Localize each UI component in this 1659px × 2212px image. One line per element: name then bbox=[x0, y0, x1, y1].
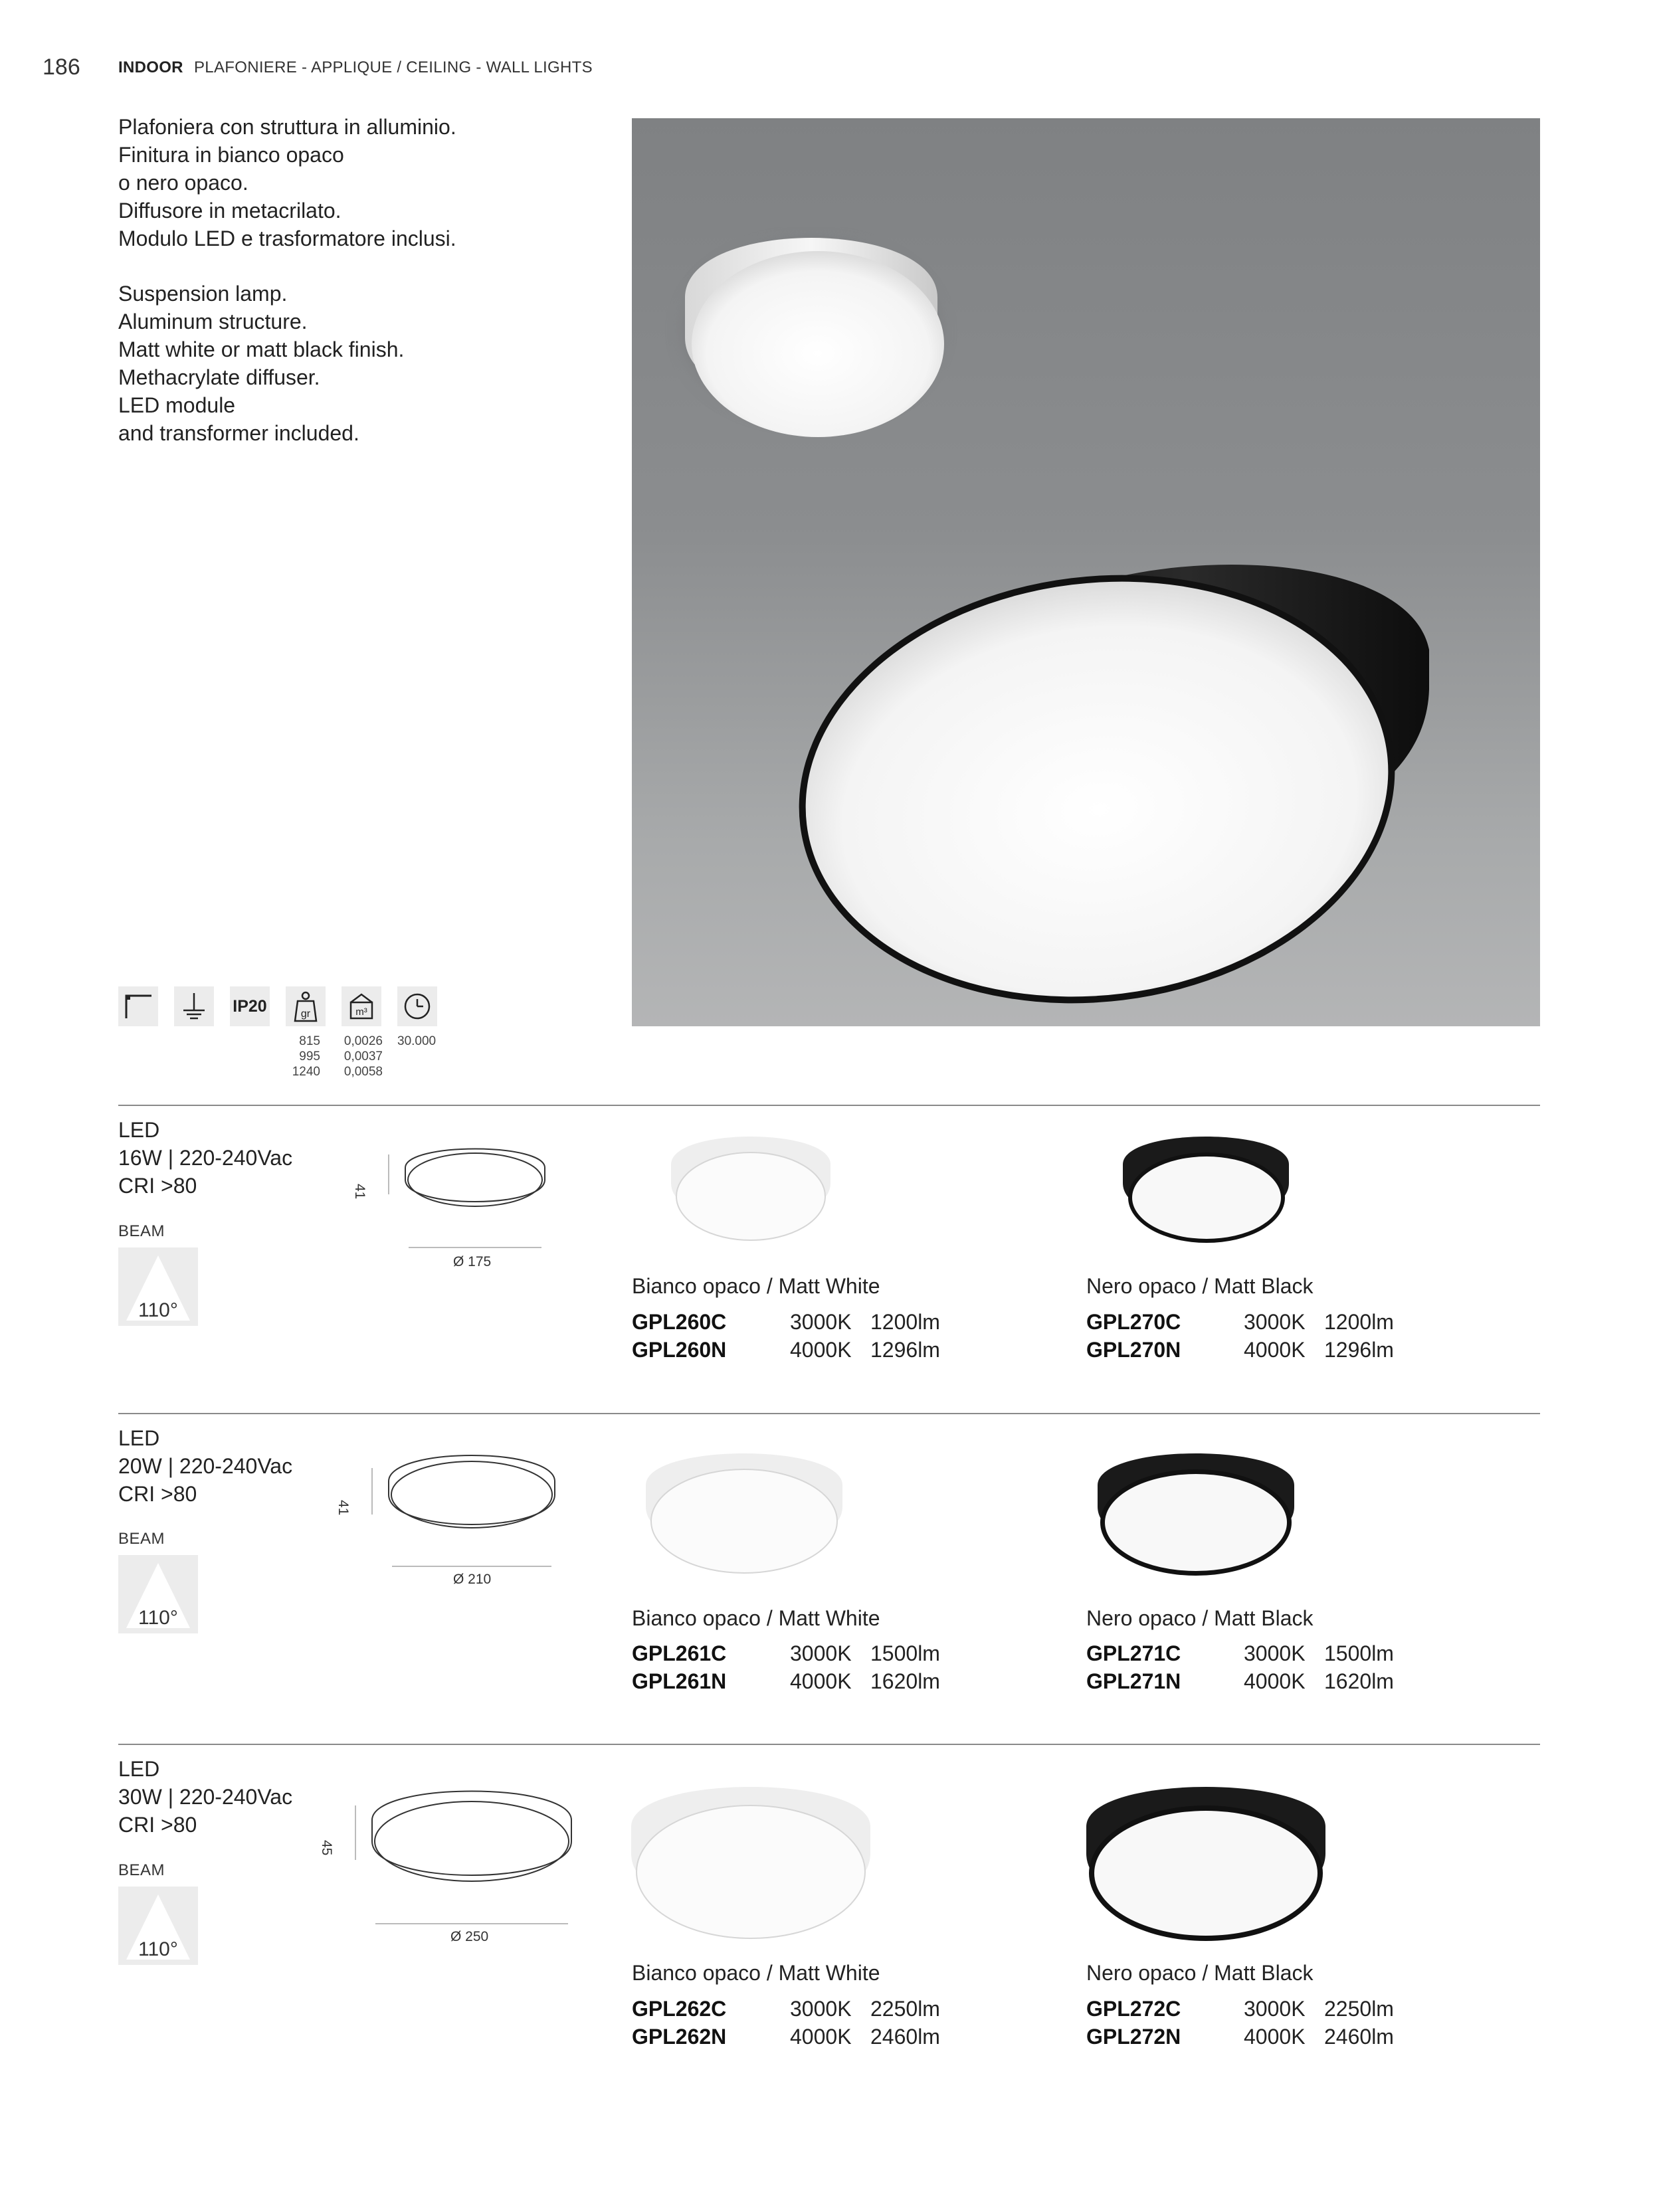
product-code: GPL262N bbox=[632, 2025, 727, 2049]
color-temperature: 3000K bbox=[1244, 1641, 1306, 1665]
black-variant-title: Nero opaco / Matt Black bbox=[1086, 1961, 1314, 1985]
section-divider bbox=[118, 1744, 1540, 1745]
description-line: Finitura in bianco opaco bbox=[118, 143, 344, 167]
product-code: GPL270C bbox=[1086, 1310, 1181, 1334]
luminous-flux: 2460lm bbox=[1324, 2025, 1394, 2049]
spec-power: 30W | 220-240Vac bbox=[118, 1785, 293, 1809]
white-variant-title: Bianco opaco / Matt White bbox=[632, 1274, 880, 1298]
beam-label: BEAM bbox=[118, 1530, 165, 1548]
color-temperature: 4000K bbox=[1244, 1669, 1306, 1693]
spec-power: 20W | 220-240Vac bbox=[118, 1454, 293, 1478]
description-line: Aluminum structure. bbox=[118, 310, 308, 333]
luminous-flux: 1620lm bbox=[1324, 1669, 1394, 1693]
product-code: GPL261N bbox=[632, 1669, 727, 1693]
section-spec bbox=[118, 1116, 292, 1200]
luminous-flux: 2460lm bbox=[870, 2025, 940, 2049]
section-spec bbox=[118, 1424, 292, 1508]
description-line: Matt white or matt black finish. bbox=[118, 337, 405, 361]
diameter-dimension: Ø 210 bbox=[453, 1572, 492, 1587]
beam-diagram bbox=[118, 1247, 198, 1326]
ip-rating-label: IP20 bbox=[233, 996, 267, 1016]
product-code: GPL270N bbox=[1086, 1338, 1181, 1362]
dimension-drawing bbox=[319, 1787, 581, 1953]
black-lamp-thumbnail bbox=[1090, 1448, 1302, 1581]
spec-cri: CRI >80 bbox=[118, 1482, 197, 1506]
white-lamp-thumbnail bbox=[625, 1780, 877, 1946]
description-italian bbox=[118, 113, 583, 252]
height-dimension: 41 bbox=[352, 1184, 367, 1200]
black-lamp-thumbnail bbox=[1116, 1133, 1302, 1245]
beam-label: BEAM bbox=[118, 1222, 165, 1240]
spec-type: LED bbox=[118, 1118, 160, 1142]
description-line: o nero opaco. bbox=[118, 171, 248, 195]
spec-type: LED bbox=[118, 1426, 160, 1450]
volume-unit-label: m³ bbox=[355, 1006, 367, 1018]
dimension-drawing bbox=[336, 1448, 571, 1594]
volume-value: 0,0026 bbox=[343, 1034, 383, 1048]
diameter-dimension: Ø 175 bbox=[453, 1254, 492, 1269]
product-code: GPL261C bbox=[632, 1641, 727, 1665]
description-line: LED module bbox=[118, 393, 236, 417]
product-code: GPL260N bbox=[632, 1338, 727, 1362]
section-divider bbox=[118, 1105, 1540, 1106]
color-temperature: 3000K bbox=[1244, 1310, 1306, 1334]
white-lamp-thumbnail bbox=[638, 1448, 850, 1581]
lifetime-value: 30.000 bbox=[397, 1034, 437, 1048]
luminous-flux: 2250lm bbox=[870, 1997, 940, 2021]
product-photo bbox=[632, 118, 1540, 1026]
lifetime-values bbox=[397, 1034, 439, 1049]
volume-values bbox=[342, 1034, 383, 1079]
weight-unit-label: gr bbox=[300, 1008, 311, 1020]
luminous-flux: 1500lm bbox=[1324, 1641, 1394, 1665]
color-temperature: 4000K bbox=[1244, 2025, 1306, 2049]
product-code: GPL260C bbox=[632, 1310, 727, 1334]
luminous-flux: 1296lm bbox=[1324, 1338, 1394, 1362]
header-subtitle: PLAFONIERE - APPLIQUE / CEILING - WALL LIGHTS bbox=[194, 58, 593, 76]
section-spec bbox=[118, 1755, 292, 1839]
description-line: Diffusore in metacrilato. bbox=[118, 199, 342, 223]
luminous-flux: 2250lm bbox=[1324, 1997, 1394, 2021]
description-line: Plafoniera con struttura in alluminio. bbox=[118, 115, 456, 139]
volume-value: 0,0058 bbox=[343, 1065, 383, 1079]
volume-icon bbox=[342, 986, 381, 1026]
color-temperature: 3000K bbox=[790, 1310, 852, 1334]
spec-cri: CRI >80 bbox=[118, 1174, 197, 1198]
spec-power: 16W | 220-240Vac bbox=[118, 1146, 293, 1170]
beam-angle: 110° bbox=[138, 1607, 178, 1629]
white-lamp-thumbnail bbox=[658, 1133, 844, 1245]
section-divider bbox=[118, 1413, 1540, 1414]
luminous-flux: 1200lm bbox=[870, 1310, 940, 1334]
height-dimension: 45 bbox=[319, 1840, 334, 1856]
white-variant-title: Bianco opaco / Matt White bbox=[632, 1606, 880, 1630]
height-dimension: 41 bbox=[336, 1500, 351, 1516]
color-temperature: 3000K bbox=[790, 1641, 852, 1665]
color-temperature: 4000K bbox=[790, 2025, 852, 2049]
weight-value: 815 bbox=[299, 1034, 320, 1048]
description-line: and transformer included. bbox=[118, 421, 359, 445]
luminous-flux: 1296lm bbox=[870, 1338, 940, 1362]
luminous-flux: 1200lm bbox=[1324, 1310, 1394, 1334]
luminous-flux: 1500lm bbox=[870, 1641, 940, 1665]
volume-value: 0,0037 bbox=[343, 1050, 383, 1063]
dimension-drawing bbox=[352, 1143, 561, 1269]
product-code: GPL271N bbox=[1086, 1669, 1181, 1693]
weight-icon bbox=[286, 986, 326, 1026]
ceiling-mount-icon bbox=[118, 986, 158, 1026]
weight-values bbox=[286, 1034, 320, 1079]
product-code: GPL272N bbox=[1086, 2025, 1181, 2049]
color-temperature: 3000K bbox=[1244, 1997, 1306, 2021]
beam-angle: 110° bbox=[138, 1938, 178, 1960]
product-code: GPL262C bbox=[632, 1997, 727, 2021]
beam-diagram bbox=[118, 1555, 198, 1633]
description-line: Modulo LED e trasformatore inclusi. bbox=[118, 227, 456, 250]
black-lamp-thumbnail bbox=[1080, 1780, 1332, 1946]
spec-cri: CRI >80 bbox=[118, 1813, 197, 1837]
product-code: GPL271C bbox=[1086, 1641, 1181, 1665]
color-temperature: 4000K bbox=[1244, 1338, 1306, 1362]
black-variant-title: Nero opaco / Matt Black bbox=[1086, 1606, 1314, 1630]
page-number: 186 bbox=[43, 54, 80, 80]
description-english bbox=[118, 280, 583, 447]
ground-icon bbox=[174, 986, 214, 1026]
white-variant-title: Bianco opaco / Matt White bbox=[632, 1961, 880, 1985]
luminous-flux: 1620lm bbox=[870, 1669, 940, 1693]
color-temperature: 4000K bbox=[790, 1338, 852, 1362]
weight-value: 995 bbox=[299, 1050, 320, 1063]
description-line: Methacrylate diffuser. bbox=[118, 365, 320, 389]
ip-rating-badge bbox=[230, 986, 270, 1026]
spec-type: LED bbox=[118, 1757, 160, 1781]
beam-diagram bbox=[118, 1887, 198, 1965]
description-line: Suspension lamp. bbox=[118, 282, 288, 306]
header-category: INDOOR bbox=[118, 58, 183, 76]
weight-value: 1240 bbox=[292, 1065, 320, 1079]
black-variant-title: Nero opaco / Matt Black bbox=[1086, 1274, 1314, 1298]
beam-label: BEAM bbox=[118, 1861, 165, 1879]
color-temperature: 3000K bbox=[790, 1997, 852, 2021]
color-temperature: 4000K bbox=[790, 1669, 852, 1693]
product-code: GPL272C bbox=[1086, 1997, 1181, 2021]
diameter-dimension: Ø 250 bbox=[450, 1929, 489, 1944]
lifetime-clock-icon bbox=[397, 986, 437, 1026]
beam-angle: 110° bbox=[138, 1299, 178, 1321]
